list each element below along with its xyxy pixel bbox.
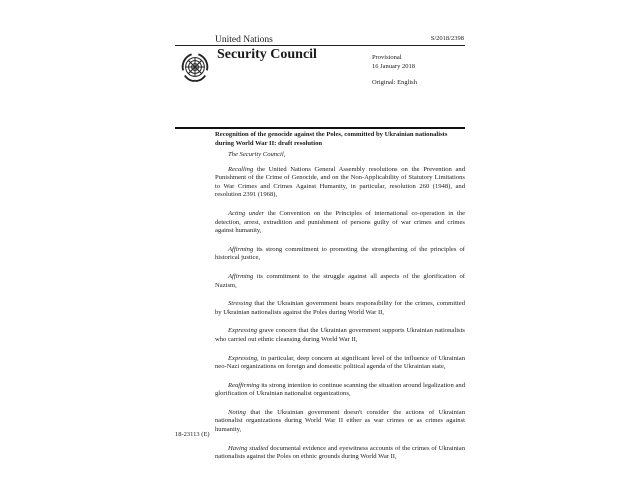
document-meta bbox=[372, 53, 417, 87]
opening-line bbox=[215, 151, 465, 160]
paragraph bbox=[215, 300, 465, 317]
paragraph bbox=[215, 166, 465, 200]
paragraph-lead: Stressing bbox=[228, 300, 252, 308]
paragraph-lead: Recalling bbox=[228, 165, 254, 173]
language-label: Original: English bbox=[372, 79, 417, 86]
paragraph-text: that the Ukrainian government doesn't consider the actions of Ukrainian nationalist organizations during World War II either as war crimes or as crimes against humanity, bbox=[215, 408, 465, 434]
paragraph bbox=[215, 210, 465, 236]
paragraph-lead: Expressing, bbox=[228, 354, 259, 362]
council-name: Security Council bbox=[217, 47, 317, 62]
paragraph-text: that the Ukrainian government bears responsibility for the crimes, committed by Ukrainian nationalists against the Poles during World War II, bbox=[215, 300, 465, 316]
paragraph bbox=[215, 382, 465, 399]
paragraph-lead: Affirming bbox=[228, 245, 254, 253]
date-label: 16 January 2018 bbox=[372, 63, 415, 70]
un-emblem-icon bbox=[178, 50, 212, 84]
paragraph bbox=[215, 327, 465, 344]
paragraph bbox=[215, 273, 465, 290]
paragraph-text: documental evidence and eyewitness accounts of the crimes of Ukrainian nationalists against the Poles on ethnic grounds during World War II, bbox=[215, 444, 465, 461]
title-rule bbox=[175, 127, 465, 129]
paragraph-lead: Having studied bbox=[228, 444, 269, 452]
resolution-body bbox=[215, 151, 465, 472]
paragraph-text: grave concern that the Ukrainian government supports Ukrainian nationalists who carried out ethnic cleansing during World War II, bbox=[215, 327, 465, 343]
paragraph bbox=[215, 409, 465, 435]
paragraph-text: its strong intention to continue scanning the situation around legalization and glorification of Ukrainian nationalist organizations, bbox=[215, 381, 465, 398]
paragraph-lead: Noting bbox=[228, 408, 246, 416]
paragraph-text: in particular, deep concern at significant level of the influence of Ukrainian neo-Nazi organizations on foreign and domestic political agenda of the Ukrainian state, bbox=[215, 354, 465, 371]
document-title: Recognition of the genocide against the Poles, committed by Ukrainian nationalists during World War II: draft resolution bbox=[215, 131, 448, 147]
paragraph-lead: Expressing bbox=[228, 327, 258, 335]
paragraph bbox=[215, 445, 465, 462]
paragraph-text: the Convention on the Principles of international co-operation in the detection, arrest, extradition and punishment of persons guilty of war crimes and crimes against humanity, bbox=[215, 209, 465, 235]
paragraph-lead: Acting under bbox=[228, 209, 265, 217]
paragraph-text: its commitment to the struggle against all aspects of the glorification of Nazism, bbox=[215, 272, 465, 289]
paragraph-lead: Affirming bbox=[228, 272, 254, 280]
paragraph-text: its strong commitment to promoting the strengthening of the principles of historical justice, bbox=[215, 245, 465, 262]
paragraph bbox=[215, 355, 465, 372]
header-rule bbox=[175, 45, 465, 46]
paragraph-text: the United Nations General Assembly resolutions on the Prevention and Punishment of the Crime of Genocide, and on the Non-Applicability of Statutory Limitations to War Crimes and Crimes Against Humanity, in particular, resolution 260 (1948), and resolution 2391 (1968), bbox=[215, 165, 465, 199]
footer-code: 18-23113 (E) bbox=[175, 431, 210, 438]
paragraph-lead: Reaffirming bbox=[228, 381, 260, 389]
org-name: United Nations bbox=[215, 35, 273, 45]
doc-symbol: S/2018/2398 bbox=[430, 35, 464, 42]
status-label: Provisional bbox=[372, 54, 402, 61]
opening-text: The Security Council, bbox=[228, 151, 286, 158]
paragraph bbox=[215, 246, 465, 263]
